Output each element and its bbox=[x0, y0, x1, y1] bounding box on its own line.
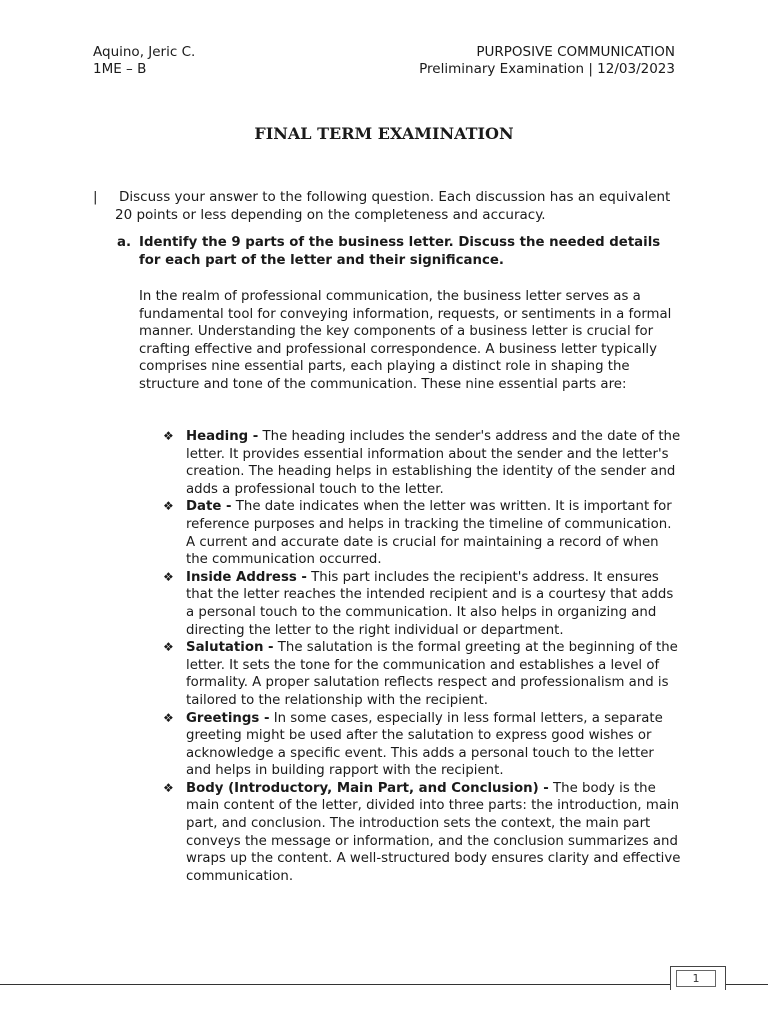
part-term: Greetings - bbox=[186, 710, 270, 726]
course-info bbox=[419, 44, 675, 78]
page-number: 1 bbox=[676, 970, 716, 987]
list-item bbox=[163, 780, 683, 886]
diamond-bullet-icon: ❖ bbox=[163, 499, 174, 514]
instruction-marker: | bbox=[93, 189, 98, 205]
part-desc: This part includes the recipient's address. It ensures that the letter reaches the intended recipient and is a courtesy that adds a personal touch to the communication. It also helps in organizing and directing the letter to the right individual or department. bbox=[186, 569, 674, 638]
part-desc: The salutation is the formal greeting at the beginning of the letter. It sets the tone for the communication and establishes a level of formality. A proper salutation reflects respect and professionalism and is tailored to the relationship with the recipient. bbox=[186, 640, 678, 708]
student-section: 1ME – B bbox=[93, 61, 147, 77]
list-item bbox=[163, 569, 683, 639]
list-item bbox=[163, 428, 683, 498]
part-term: Salutation - bbox=[186, 640, 274, 656]
page-title: FINAL TERM EXAMINATION bbox=[254, 124, 514, 143]
part-term: Inside Address - bbox=[186, 569, 307, 585]
part-term: Body (Introductory, Main Part, and Conclusion) - bbox=[186, 780, 549, 796]
course-name: PURPOSIVE COMMUNICATION bbox=[476, 44, 675, 60]
part-desc: The heading includes the sender's address and the date of the letter. It provides essential information about the sender and the letter's creation. The heading helps in establishing the identity of the sender and adds a professional touch to the letter. bbox=[186, 429, 681, 497]
list-item bbox=[163, 498, 683, 568]
list-item bbox=[163, 639, 683, 709]
part-desc: The date indicates when the letter was written. It is important for reference purposes and helps in tracking the timeline of communication. A current and accurate date is crucial for maintaining a record of when the communication occurred. bbox=[186, 499, 672, 568]
question bbox=[117, 234, 682, 270]
parts-list bbox=[163, 428, 683, 885]
diamond-bullet-icon: ❖ bbox=[163, 569, 174, 584]
diamond-bullet-icon: ❖ bbox=[163, 429, 174, 443]
list-item bbox=[163, 710, 683, 780]
part-term: Date - bbox=[186, 499, 232, 515]
instruction-text: Discuss your answer to the following question. Each discussion has an equivalent 20 points or less depending on the completeness and accuracy. bbox=[115, 189, 671, 223]
question-letter: a. bbox=[117, 235, 132, 250]
student-info bbox=[93, 44, 195, 78]
diamond-bullet-icon: ❖ bbox=[163, 710, 174, 725]
intro-paragraph: In the realm of professional communication, the business letter serves as a fundamental tool for conveying information, requests, or sentiments in a formal manner. Understanding the key components of a business letter is crucial for crafting effective and professional correspondence. A business letter typically comprises nine essential parts, each playing a distinct role in shaping the structure and tone of the communication. These nine essential parts are: bbox=[139, 289, 672, 392]
diamond-bullet-icon: ❖ bbox=[163, 640, 174, 655]
exam-line: Preliminary Examination | 12/03/2023 bbox=[419, 61, 675, 77]
part-desc: In some cases, especially in less formal letters, a separate greeting might be used after the salutation to express good wishes or acknowledge a specific event. This adds a personal touch to the letter and helps in building rapport with the recipient. bbox=[186, 710, 663, 779]
diamond-bullet-icon: ❖ bbox=[163, 780, 174, 795]
question-text: Identify the 9 parts of the business letter. Discuss the needed details for each part of the letter and their significance. bbox=[139, 235, 661, 268]
part-term: Heading - bbox=[186, 429, 259, 444]
instruction bbox=[93, 188, 683, 224]
footer-divider bbox=[0, 984, 768, 985]
student-name: Aquino, Jeric C. bbox=[93, 44, 196, 60]
part-desc: The body is the main content of the letter, divided into three parts: the introduction, main part, and conclusion. The introduction sets the context, the main part conveys the message or information, and the conclusion summarizes and wraps up the content. A well-structured body ensures clarity and effective communication. bbox=[186, 780, 681, 884]
